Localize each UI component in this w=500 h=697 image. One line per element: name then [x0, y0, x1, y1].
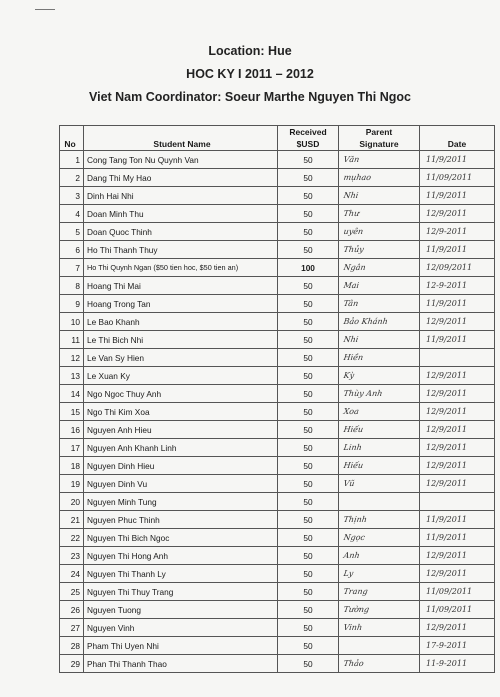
received-amount: 50	[278, 601, 339, 619]
table-row	[60, 169, 495, 187]
parent-signature: Nhi	[337, 331, 421, 349]
student-name: Ngo Thi Kim Xoa	[84, 403, 278, 421]
signature-date: 11/9/2011	[420, 331, 495, 349]
student-name: Le Bao Khanh	[84, 313, 278, 331]
table-row	[60, 421, 495, 439]
parent-signature: Hiếu	[337, 421, 421, 439]
row-number: 8	[60, 277, 84, 295]
row-number: 1	[60, 151, 84, 169]
row-number: 26	[60, 601, 84, 619]
table-row	[60, 511, 495, 529]
table-row	[60, 493, 495, 511]
received-amount: 50	[278, 403, 339, 421]
column-header-no: No	[60, 126, 84, 151]
parent-signature: Hiền	[337, 349, 421, 367]
row-number: 16	[60, 421, 84, 439]
signature-date: 12/09/2011	[420, 259, 495, 277]
row-number: 5	[60, 223, 84, 241]
parent-signature: Thùy Anh	[337, 385, 421, 403]
row-number: 2	[60, 169, 84, 187]
row-number: 4	[60, 205, 84, 223]
row-number: 18	[60, 457, 84, 475]
row-number: 10	[60, 313, 84, 331]
parent-signature: Linh	[337, 439, 421, 457]
table-row	[60, 655, 495, 673]
table-row	[60, 565, 495, 583]
student-name: Nguyen Thi Hong Anh	[84, 547, 278, 565]
received-amount: 50	[278, 493, 339, 511]
column-header-date: Date	[420, 126, 495, 151]
column-header-name: Student Name	[84, 126, 278, 151]
row-number: 6	[60, 241, 84, 259]
row-number: 21	[60, 511, 84, 529]
signature-date: 11/09/2011	[420, 601, 495, 619]
received-amount: 50	[278, 511, 339, 529]
row-number: 22	[60, 529, 84, 547]
received-amount: 50	[278, 583, 339, 601]
student-name: Nguyen Phuc Thinh	[84, 511, 278, 529]
table-row	[60, 403, 495, 421]
parent-signature: mụhao	[337, 169, 421, 187]
row-number: 20	[60, 493, 84, 511]
signature-date	[420, 493, 495, 511]
parent-signature: Văn	[337, 151, 421, 169]
student-name: Nguyen Minh Tung	[84, 493, 278, 511]
student-name: Hoang Trong Tan	[84, 295, 278, 313]
student-name: Le Van Sy Hien	[84, 349, 278, 367]
signature-date: 11/9/2011	[420, 241, 495, 259]
parent-signature: Thịnh	[337, 511, 421, 529]
parent-signature: Ly	[337, 565, 421, 583]
table-row	[60, 385, 495, 403]
table-row	[60, 349, 495, 367]
parent-signature: Thư	[337, 205, 421, 223]
received-amount: 50	[278, 205, 339, 223]
signature-date: 12/9/2011	[420, 457, 495, 475]
parent-signature: Hiếu	[337, 457, 421, 475]
row-number: 13	[60, 367, 84, 385]
table-row	[60, 223, 495, 241]
student-name: Dinh Hai Nhi	[84, 187, 278, 205]
table-row	[60, 601, 495, 619]
scan-mark	[35, 9, 55, 10]
received-amount: 50	[278, 385, 339, 403]
row-number: 3	[60, 187, 84, 205]
signature-date: 12/9-2011	[420, 223, 495, 241]
received-amount: 50	[278, 277, 339, 295]
received-amount: 50	[278, 547, 339, 565]
student-name: Nguyen Tuong	[84, 601, 278, 619]
signature-date: 12/9/2011	[420, 403, 495, 421]
term-heading: HOC KY I 2011 – 2012	[186, 67, 314, 81]
student-name: Ngo Ngoc Thuy Anh	[84, 385, 278, 403]
signature-date: 11/9/2011	[420, 295, 495, 313]
received-amount: 50	[278, 367, 339, 385]
student-roster-table	[59, 125, 495, 673]
row-number: 15	[60, 403, 84, 421]
student-name: Le Xuan Ky	[84, 367, 278, 385]
table-row	[60, 439, 495, 457]
received-amount: 50	[278, 655, 339, 673]
signature-date: 12/9/2011	[420, 439, 495, 457]
table-header-row	[60, 126, 495, 151]
table-row	[60, 151, 495, 169]
student-name: Nguyen Dinh Vu	[84, 475, 278, 493]
signature-date: 11/09/2011	[420, 169, 495, 187]
student-name: Nguyen Anh Khanh Linh	[84, 439, 278, 457]
table-row	[60, 583, 495, 601]
student-name: Nguyen Dinh Hieu	[84, 457, 278, 475]
student-name: Nguyen Vinh	[84, 619, 278, 637]
signature-date: 12/9/2011	[420, 547, 495, 565]
table-row	[60, 187, 495, 205]
row-number: 29	[60, 655, 84, 673]
parent-signature: Xoa	[337, 403, 421, 421]
received-amount: 50	[278, 529, 339, 547]
row-number: 17	[60, 439, 84, 457]
student-name: Nguyen Thi Bich Ngoc	[84, 529, 278, 547]
student-name: Phan Thi Thanh Thao	[84, 655, 278, 673]
signature-date: 12/9/2011	[420, 313, 495, 331]
coordinator-heading: Viet Nam Coordinator: Soeur Marthe Nguyen Thi Ngoc	[88, 90, 412, 104]
row-number: 27	[60, 619, 84, 637]
parent-signature: Nhi	[337, 187, 421, 205]
table-row	[60, 457, 495, 475]
student-name: Cong Tang Ton Nu Quynh Van	[84, 151, 278, 169]
signature-date: 11/09/2011	[420, 583, 495, 601]
row-number: 11	[60, 331, 84, 349]
row-number: 7	[60, 259, 84, 277]
received-amount: 50	[278, 421, 339, 439]
received-amount: 50	[278, 457, 339, 475]
student-name: Le Thi Bich Nhi	[84, 331, 278, 349]
signature-date: 12/9/2011	[420, 565, 495, 583]
table-row	[60, 367, 495, 385]
received-amount: 50	[278, 439, 339, 457]
parent-signature: Tân	[337, 295, 421, 313]
student-name: Nguyen Anh Hieu	[84, 421, 278, 439]
row-number: 24	[60, 565, 84, 583]
signature-date: 11/9/2011	[420, 187, 495, 205]
signature-date: 12/9/2011	[420, 475, 495, 493]
row-number: 14	[60, 385, 84, 403]
parent-signature: Mai	[337, 277, 421, 295]
parent-signature: Kỳ	[337, 367, 421, 385]
received-amount: 50	[278, 349, 339, 367]
signature-date: 11-9-2011	[420, 655, 495, 673]
signature-date: 11/9/2011	[420, 511, 495, 529]
received-amount: 50	[278, 151, 339, 169]
student-name: Doan Quoc Thinh	[84, 223, 278, 241]
received-amount: 50	[278, 313, 339, 331]
parent-signature: Thảo	[337, 655, 421, 673]
parent-signature: Bảo Khánh	[337, 313, 421, 331]
parent-signature	[337, 637, 421, 655]
student-name: Nguyen Thi Thuy Trang	[84, 583, 278, 601]
student-name: Doan Minh Thu	[84, 205, 278, 223]
parent-signature	[337, 493, 421, 511]
parent-signature: Ngọc	[337, 529, 421, 547]
student-name: Nguyen Thi Thanh Ly	[84, 565, 278, 583]
parent-signature: Trang	[337, 583, 421, 601]
student-name: Ho Thi Quynh Ngan ($50 tien hoc, $50 tien an)	[84, 259, 278, 277]
table-row	[60, 547, 495, 565]
received-amount: 50	[278, 187, 339, 205]
student-name: Hoang Thi Mai	[84, 277, 278, 295]
received-amount: 50	[278, 619, 339, 637]
signature-date: 11/9/2011	[420, 529, 495, 547]
table-row	[60, 277, 495, 295]
received-amount: 50	[278, 223, 339, 241]
table-row	[60, 637, 495, 655]
row-number: 23	[60, 547, 84, 565]
parent-signature: Anh	[337, 547, 421, 565]
row-number: 19	[60, 475, 84, 493]
signature-date: 17-9-2011	[420, 637, 495, 655]
signature-date: 12/9/2011	[420, 385, 495, 403]
signature-date: 12/9/2011	[420, 205, 495, 223]
table-row	[60, 205, 495, 223]
signature-date	[420, 349, 495, 367]
table-row	[60, 331, 495, 349]
row-number: 25	[60, 583, 84, 601]
parent-signature: Tường	[337, 601, 421, 619]
row-number: 28	[60, 637, 84, 655]
parent-signature: uyên	[337, 223, 421, 241]
column-header-received: Received $USD	[278, 126, 339, 151]
received-amount: 100	[278, 259, 339, 277]
row-number: 9	[60, 295, 84, 313]
signature-date: 12-9-2011	[420, 277, 495, 295]
table-row	[60, 313, 495, 331]
location-heading: Location: Hue	[208, 44, 292, 58]
received-amount: 50	[278, 241, 339, 259]
table-row	[60, 259, 495, 277]
signature-date: 12/9/2011	[420, 367, 495, 385]
table-row	[60, 241, 495, 259]
student-name: Dang Thi My Hao	[84, 169, 278, 187]
parent-signature: Vũ	[337, 475, 421, 493]
parent-signature: Vinh	[337, 619, 421, 637]
signature-date: 12/9/2011	[420, 619, 495, 637]
table-row	[60, 475, 495, 493]
received-amount: 50	[278, 331, 339, 349]
student-name: Ho Thi Thanh Thuy	[84, 241, 278, 259]
received-amount: 50	[278, 295, 339, 313]
parent-signature: Ngân	[337, 259, 421, 277]
received-amount: 50	[278, 565, 339, 583]
parent-signature: Thủy	[337, 241, 421, 259]
table-row	[60, 619, 495, 637]
student-name: Pham Thi Uyen Nhi	[84, 637, 278, 655]
table-row	[60, 529, 495, 547]
received-amount: 50	[278, 475, 339, 493]
column-header-parent-signature: Parent Signature	[339, 126, 420, 151]
received-amount: 50	[278, 169, 339, 187]
received-amount: 50	[278, 637, 339, 655]
table-row	[60, 295, 495, 313]
row-number: 12	[60, 349, 84, 367]
signature-date: 11/9/2011	[420, 151, 495, 169]
signature-date: 12/9/2011	[420, 421, 495, 439]
